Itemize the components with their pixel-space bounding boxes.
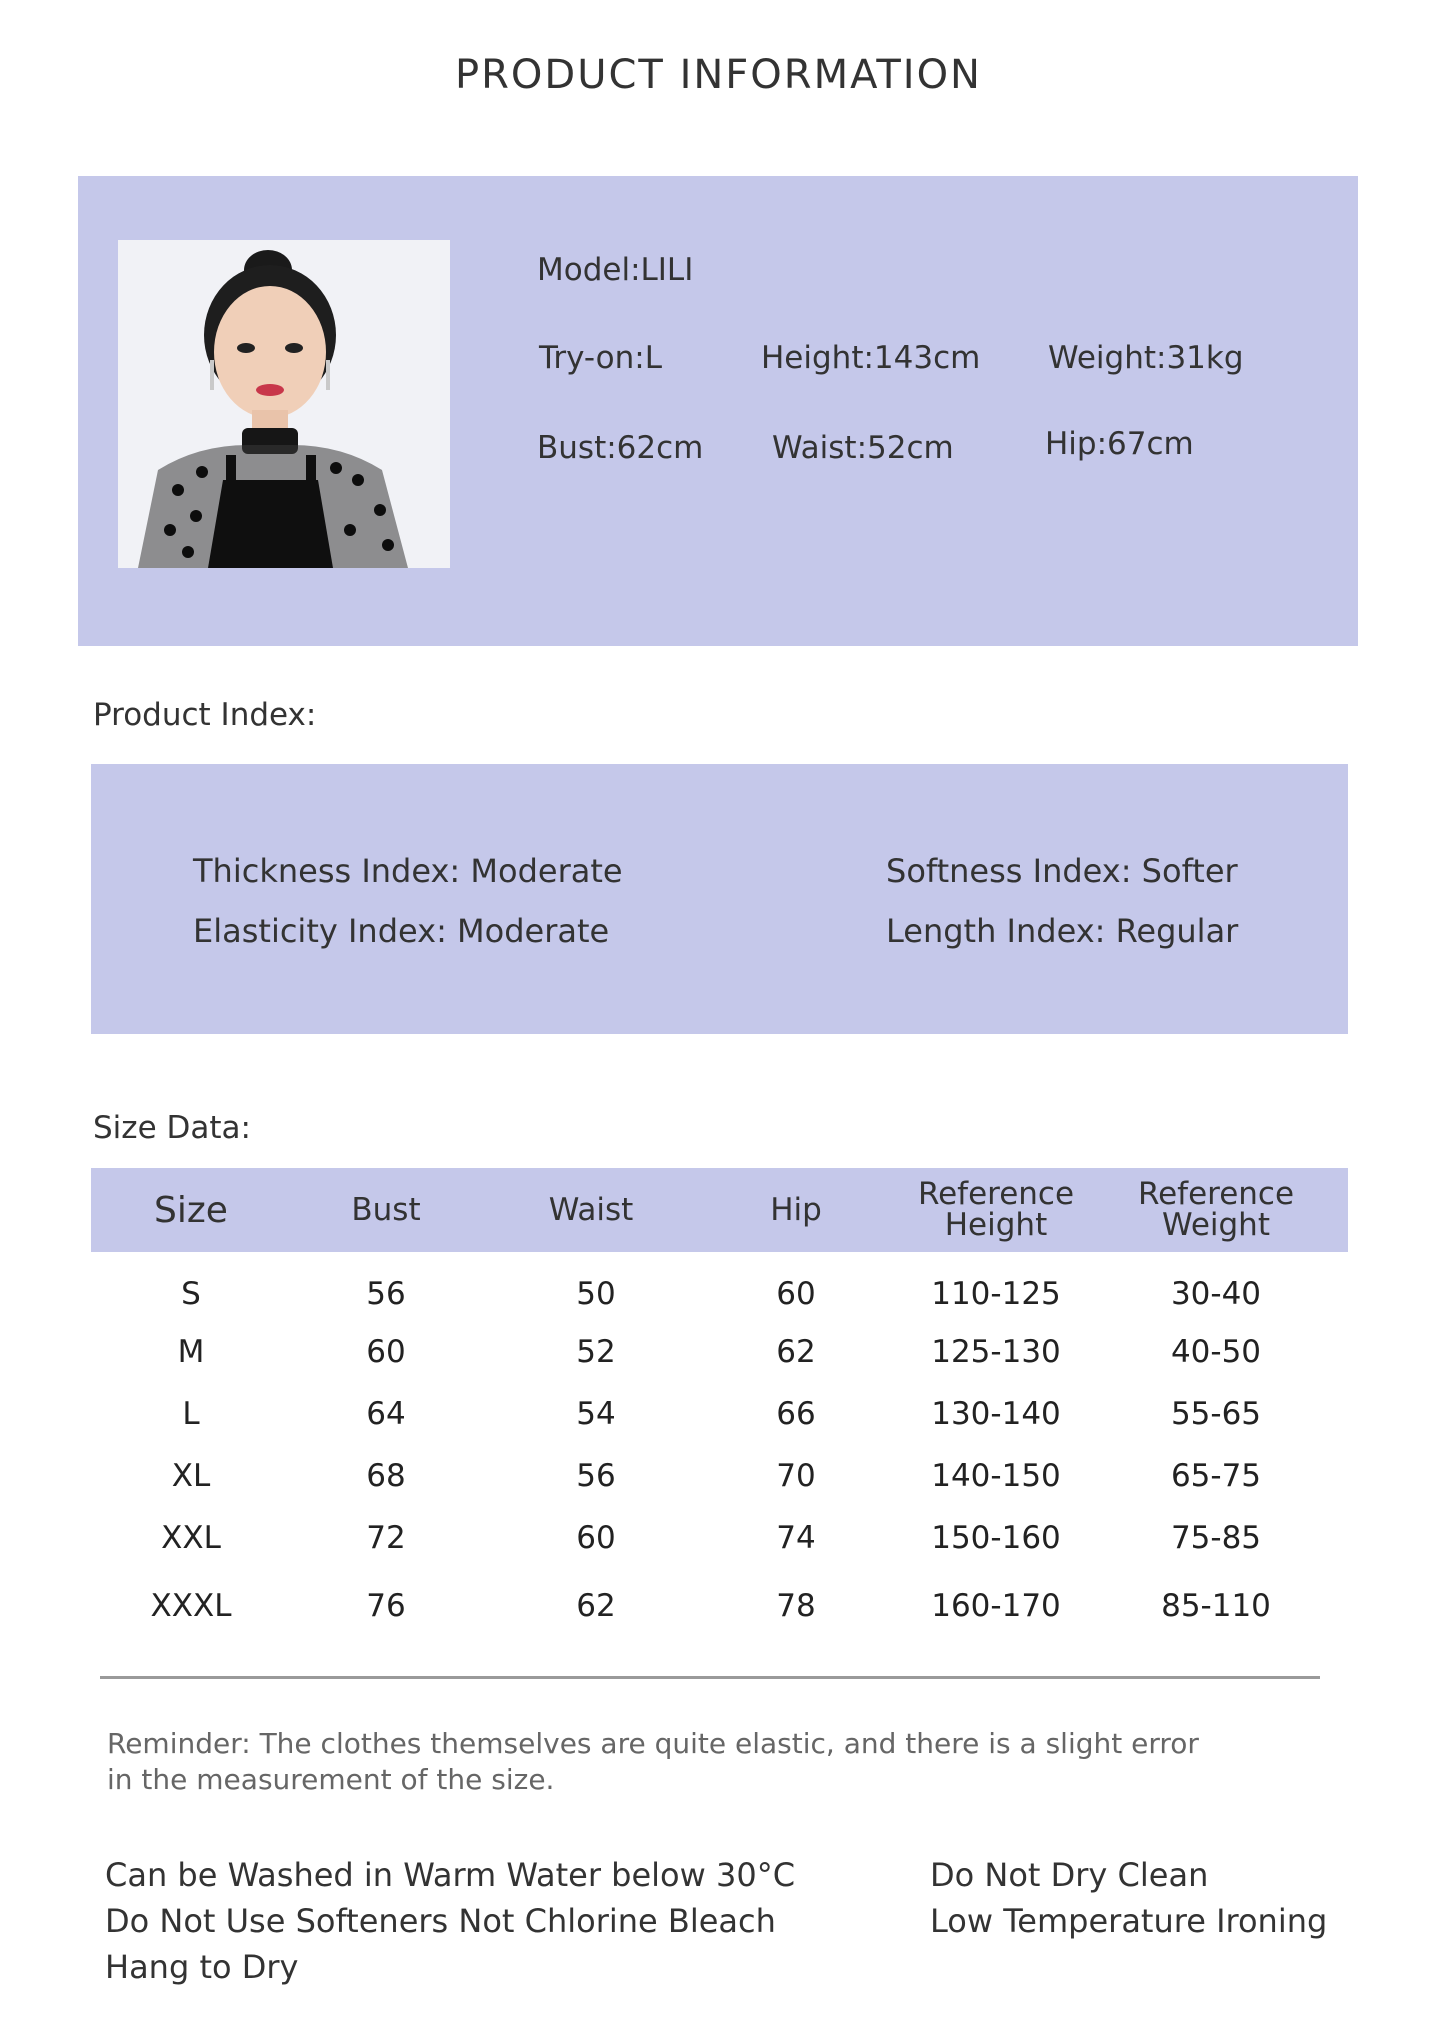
cell-bust: 64 (366, 1396, 406, 1432)
header-reference-height-line1: Reference (917, 1176, 1075, 1212)
cell-size: M (177, 1334, 205, 1370)
cell-weight: 55-65 (1170, 1396, 1262, 1432)
product-index-panel (91, 764, 1348, 1034)
model-hip: Hip:67cm (1045, 426, 1194, 462)
cell-size: S (181, 1276, 201, 1312)
care-item: Can be Washed in Warm Water below 30°C (105, 1856, 796, 1894)
cell-hip: 74 (776, 1520, 816, 1556)
cell-height: 160-170 (931, 1588, 1061, 1624)
cell-hip: 60 (776, 1276, 816, 1312)
cell-waist: 56 (576, 1458, 616, 1494)
cell-height: 140-150 (931, 1458, 1061, 1494)
cell-height: 125-130 (931, 1334, 1061, 1370)
thickness-index: Thickness Index: Moderate (193, 852, 623, 890)
header-bust: Bust (351, 1191, 421, 1228)
cell-weight: 30-40 (1170, 1276, 1262, 1312)
divider (100, 1676, 1320, 1679)
care-item: Hang to Dry (105, 1948, 299, 1986)
header-hip: Hip (770, 1191, 822, 1228)
model-weight: Weight:31kg (1048, 340, 1244, 376)
care-instructions-left (105, 1852, 795, 1990)
table-row (91, 1510, 1348, 1566)
elasticity-index: Elasticity Index: Moderate (193, 912, 610, 950)
cell-hip: 66 (776, 1396, 816, 1432)
care-item: Low Temperature Ironing (930, 1902, 1328, 1940)
cell-waist: 52 (576, 1334, 616, 1370)
product-index-label: Product Index: (93, 697, 317, 733)
table-row (91, 1386, 1348, 1442)
header-reference-height-line2: Height (944, 1207, 1048, 1243)
cell-weight: 85-110 (1161, 1588, 1271, 1624)
cell-size: XXL (161, 1520, 221, 1556)
cell-waist: 54 (576, 1396, 616, 1432)
cell-bust: 68 (366, 1458, 406, 1494)
cell-waist: 62 (576, 1588, 616, 1624)
cell-height: 130-140 (931, 1396, 1061, 1432)
model-photo (118, 240, 450, 568)
cell-hip: 62 (776, 1334, 816, 1370)
model-waist: Waist:52cm (772, 430, 954, 466)
reminder-text: Reminder: The clothes themselves are quite elastic, and there is a slight error in the measurement of the size. (107, 1727, 1199, 1796)
care-instructions-right (930, 1852, 1327, 1944)
table-row (91, 1448, 1348, 1504)
model-name: Model:LILI (537, 252, 694, 288)
cell-weight: 65-75 (1170, 1458, 1262, 1494)
care-item: Do Not Dry Clean (930, 1856, 1209, 1894)
length-index: Length Index: Regular (886, 912, 1239, 950)
cell-hip: 78 (776, 1588, 816, 1624)
cell-bust: 60 (366, 1334, 406, 1370)
cell-bust: 72 (366, 1520, 406, 1556)
cell-size: XXXL (150, 1588, 232, 1624)
header-reference-weight-line1: Reference (1137, 1176, 1295, 1212)
header-reference-height (911, 1168, 1081, 1252)
cell-height: 110-125 (931, 1276, 1061, 1312)
cell-waist: 50 (576, 1276, 616, 1312)
cell-height: 150-160 (931, 1520, 1061, 1556)
header-size: Size (154, 1189, 228, 1231)
size-table-header (91, 1168, 1348, 1252)
model-bust: Bust:62cm (537, 430, 704, 466)
page-title: PRODUCT INFORMATION (455, 52, 982, 98)
table-row (91, 1324, 1348, 1380)
cell-waist: 60 (576, 1520, 616, 1556)
cell-weight: 40-50 (1170, 1334, 1262, 1370)
header-reference-weight (1131, 1168, 1301, 1252)
cell-bust: 56 (366, 1276, 406, 1312)
header-reference-weight-line2: Weight (1161, 1207, 1270, 1243)
size-data-label: Size Data: (93, 1110, 251, 1146)
table-row (91, 1578, 1348, 1634)
care-item: Do Not Use Softeners Not Chlorine Bleach (105, 1902, 776, 1940)
table-row (91, 1266, 1348, 1322)
model-height: Height:143cm (761, 340, 981, 376)
model-info-panel (78, 176, 1358, 646)
cell-weight: 75-85 (1170, 1520, 1262, 1556)
header-waist: Waist (548, 1191, 634, 1228)
cell-bust: 76 (366, 1588, 406, 1624)
model-try-on: Try-on:L (539, 340, 663, 376)
softness-index: Softness Index: Softer (886, 852, 1238, 890)
model-photo-illustration (118, 240, 450, 568)
cell-size: L (182, 1396, 200, 1432)
cell-size: XL (171, 1458, 211, 1494)
cell-hip: 70 (776, 1458, 816, 1494)
